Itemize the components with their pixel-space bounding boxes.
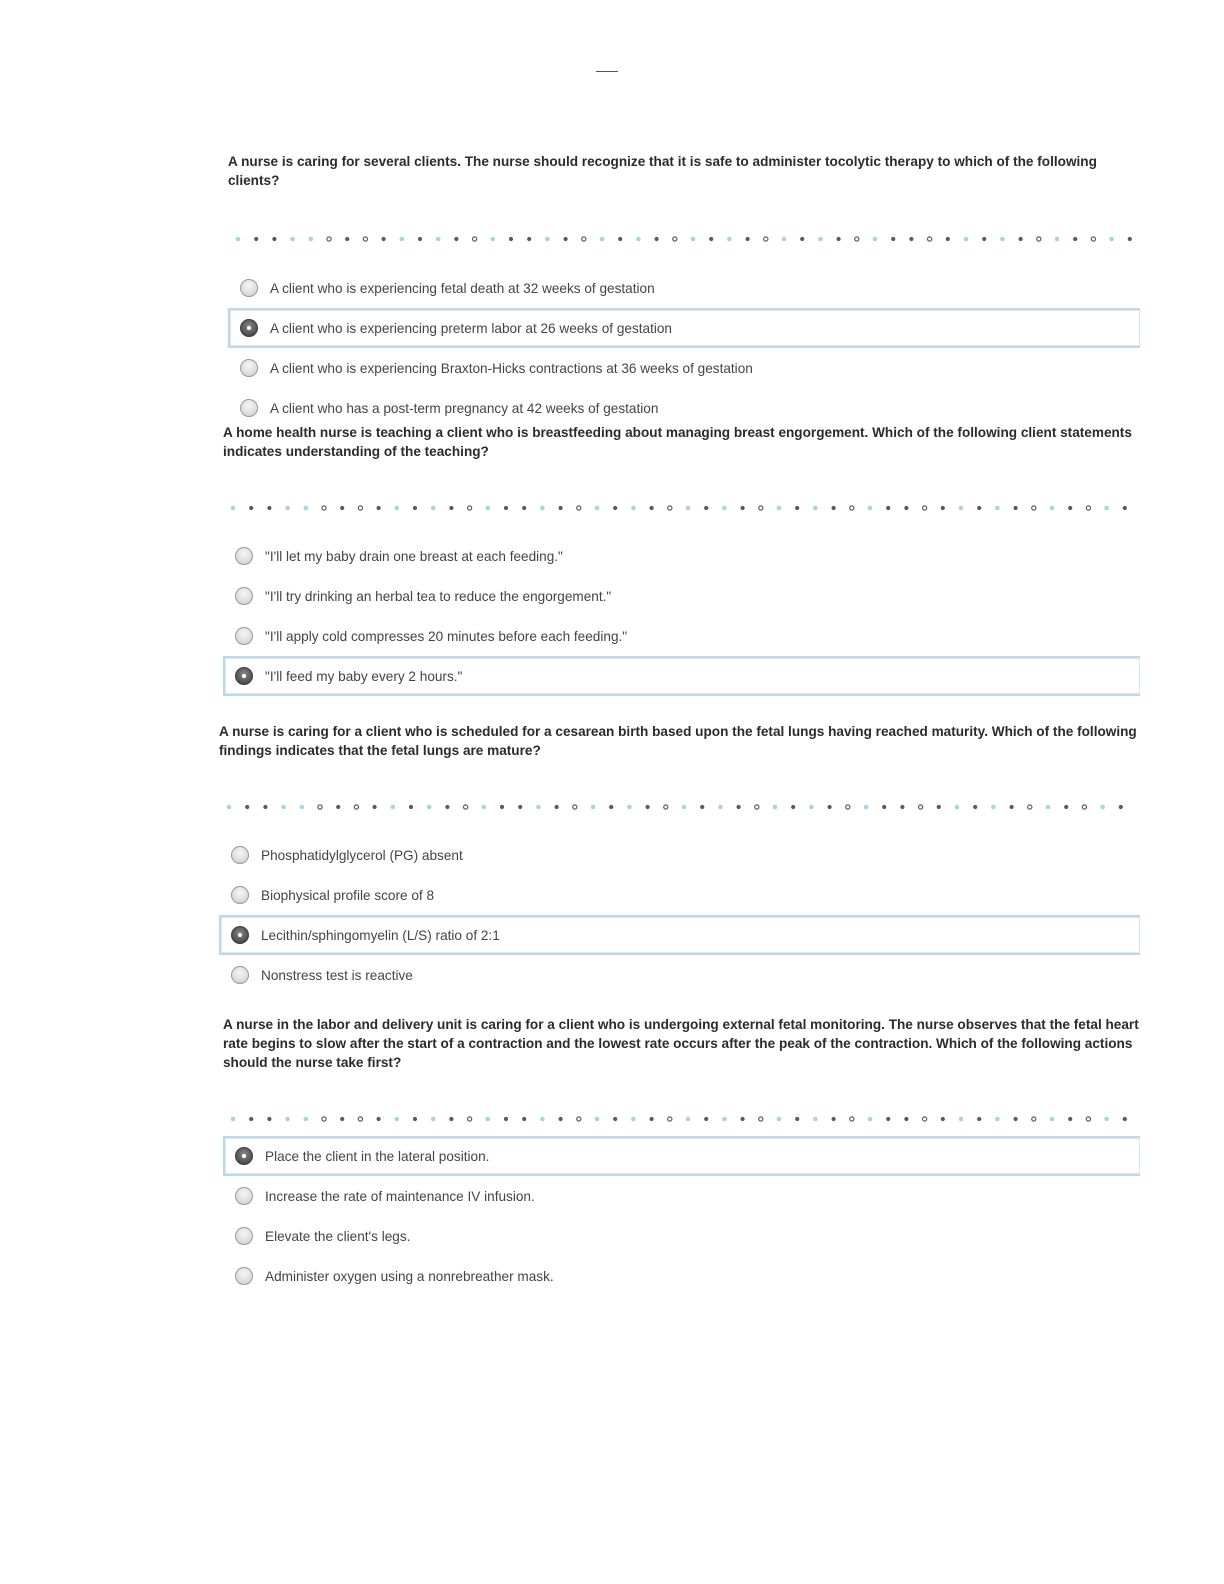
answer-option[interactable] xyxy=(228,388,1140,428)
question-1 xyxy=(228,152,1140,428)
divider-dot xyxy=(886,506,890,510)
divider-dot xyxy=(1010,805,1014,809)
divider-dot xyxy=(491,237,496,242)
answer-options xyxy=(219,835,1140,995)
divider-dot xyxy=(309,237,314,242)
option-label: Place the client in the lateral position. xyxy=(265,1148,490,1164)
divider-dot xyxy=(249,1117,253,1121)
divider-dot xyxy=(1019,237,1023,241)
option-label: "I'll feed my baby every 2 hours." xyxy=(265,668,463,684)
divider-dot xyxy=(400,237,405,242)
divider-dot xyxy=(600,237,605,242)
divider-dot xyxy=(318,805,322,809)
answer-option[interactable] xyxy=(223,1216,1140,1256)
answer-options xyxy=(228,268,1140,428)
divider-dot xyxy=(382,237,386,241)
divider-dot xyxy=(559,506,563,510)
answer-option[interactable] xyxy=(223,656,1140,696)
divider-dot xyxy=(1082,805,1086,809)
divider-dot xyxy=(354,805,358,809)
radio-button[interactable] xyxy=(240,319,258,337)
divider-dot xyxy=(468,1117,472,1121)
divider-dot xyxy=(613,1117,617,1121)
divider-dot xyxy=(395,1117,400,1122)
divider-dot xyxy=(795,1117,799,1121)
answer-option[interactable] xyxy=(219,915,1140,955)
divider-dot xyxy=(1086,506,1090,510)
answer-option[interactable] xyxy=(223,1256,1140,1296)
divider-dot xyxy=(285,1117,290,1122)
divider-dot xyxy=(445,805,449,809)
divider-dot xyxy=(595,1117,600,1122)
divider-dot xyxy=(300,805,305,810)
answer-options xyxy=(223,1136,1140,1296)
divider-dot xyxy=(1123,1117,1127,1121)
divider-dot xyxy=(522,1117,526,1121)
divider-dot xyxy=(959,1117,964,1122)
divider-dot xyxy=(764,237,768,241)
divider-dot xyxy=(631,506,636,511)
divider-dot xyxy=(1050,506,1055,511)
divider-dot xyxy=(363,237,367,241)
divider-dot xyxy=(1068,1117,1072,1121)
divider-dot xyxy=(937,805,941,809)
divider-dot xyxy=(873,237,878,242)
divider-dot xyxy=(358,1117,362,1121)
divider-dot xyxy=(431,1117,436,1122)
divider-dot xyxy=(700,805,704,809)
divider-dot xyxy=(1055,237,1060,242)
radio-button[interactable] xyxy=(231,886,249,904)
question-text: A nurse is caring for a client who is scheduled for a cesarean birth based upon the fetal lungs having reached maturity. Which of the following findings indicates that the fetal lungs are mature? xyxy=(219,724,1137,758)
dot-row xyxy=(223,1114,1140,1124)
divider-dot xyxy=(1064,805,1068,809)
divider-dot xyxy=(427,805,432,810)
divider-dot xyxy=(977,506,981,510)
divider-dot xyxy=(755,805,759,809)
divider-dot xyxy=(509,237,513,241)
divider-dot xyxy=(377,506,381,510)
divider-dot xyxy=(449,506,453,510)
divider-dot xyxy=(1046,805,1051,810)
option-label: "I'll let my baby drain one breast at each feeding." xyxy=(265,548,563,564)
divider-dot xyxy=(377,1117,381,1121)
divider-dot xyxy=(650,506,654,510)
divider-dot xyxy=(800,237,804,241)
divider-dot xyxy=(673,237,677,241)
question-text: A nurse in the labor and delivery unit is caring for a client who is undergoing external fetal monitoring. The nurse observes that the fetal heart rate begins to slow after the start of a contraction and the lowest rate occurs after the peak of the contraction. Which of the following actions should the nurse take first? xyxy=(223,1017,1139,1070)
option-label: A client who has a post-term pregnancy at 42 weeks of gestation xyxy=(270,400,659,416)
question-text: A home health nurse is teaching a client who is breastfeeding about managing breast engorgement. Which of the following client statements indicates understanding of the teaching? xyxy=(223,425,1132,459)
divider-dot xyxy=(559,1117,563,1121)
divider-dot xyxy=(236,237,241,242)
divider-dot xyxy=(722,1117,727,1122)
divider-dot xyxy=(973,805,977,809)
question-text: A nurse is caring for several clients. The nurse should recognize that it is safe to administer tocolytic therapy to which of the following clients? xyxy=(228,154,1097,188)
option-label: Nonstress test is reactive xyxy=(261,967,413,983)
divider-dot xyxy=(891,237,895,241)
divider-dot xyxy=(941,1117,945,1121)
divider-dot xyxy=(272,237,276,241)
divider-dot xyxy=(304,1117,309,1122)
option-label: Lecithin/sphingomyelin (L/S) ratio of 2:1 xyxy=(261,927,500,943)
divider-dot xyxy=(928,237,932,241)
divider-dot xyxy=(1037,237,1041,241)
divider-dot xyxy=(655,237,659,241)
divider-dot xyxy=(868,506,873,511)
divider-dot xyxy=(686,1117,691,1122)
divider-dot xyxy=(882,805,886,809)
radio-button[interactable] xyxy=(235,1147,253,1165)
option-label: Phosphatidylglycerol (PG) absent xyxy=(261,847,463,863)
divider-dot xyxy=(482,805,487,810)
divider-dot xyxy=(336,805,340,809)
divider-dot xyxy=(1109,237,1114,242)
divider-dot xyxy=(449,1117,453,1121)
divider-dot xyxy=(609,805,613,809)
option-label: "I'll apply cold compresses 20 minutes before each feeding." xyxy=(265,628,628,644)
dot-row xyxy=(223,503,1140,513)
divider-dot xyxy=(704,506,708,510)
divider-dot xyxy=(231,1117,236,1122)
divider-dot xyxy=(267,1117,271,1121)
divider-dot xyxy=(791,805,795,809)
divider-dot xyxy=(540,506,545,511)
divider-dot xyxy=(518,805,522,809)
divider-dot xyxy=(904,506,908,510)
divider-dot xyxy=(691,237,696,242)
divider-dot xyxy=(982,237,986,241)
answer-option[interactable] xyxy=(223,576,1140,616)
divider-dot xyxy=(900,805,904,809)
divider-dot xyxy=(1032,1117,1036,1121)
divider-dot xyxy=(759,506,763,510)
divider-dot xyxy=(741,506,745,510)
divider-dot xyxy=(941,506,945,510)
divider-dot xyxy=(322,1117,326,1121)
answer-option[interactable] xyxy=(219,955,1140,995)
divider-dot xyxy=(809,805,814,810)
divider-dot xyxy=(855,237,859,241)
divider-dot xyxy=(1119,805,1123,809)
divider-dot xyxy=(850,506,854,510)
divider-dot xyxy=(886,1117,890,1121)
divider-dot xyxy=(391,805,396,810)
divider-dot xyxy=(1104,1117,1109,1122)
divider-dot xyxy=(522,506,526,510)
divider-dot xyxy=(1050,1117,1055,1122)
option-label: "I'll try drinking an herbal tea to reduce the engorgement." xyxy=(265,588,612,604)
radio-button[interactable] xyxy=(231,846,249,864)
answer-option[interactable] xyxy=(223,536,1140,576)
divider-dot xyxy=(340,1117,344,1121)
radio-button[interactable] xyxy=(235,1267,253,1285)
divider-dot xyxy=(464,805,468,809)
divider-dot xyxy=(1028,805,1032,809)
divider-dot xyxy=(245,805,249,809)
radio-button[interactable] xyxy=(240,279,258,297)
divider-dot xyxy=(231,506,236,511)
divider-dot xyxy=(500,805,504,809)
answer-option[interactable] xyxy=(228,308,1140,348)
question-2 xyxy=(223,423,1140,696)
divider-dot xyxy=(573,805,577,809)
divider-dot xyxy=(1032,506,1036,510)
divider-dot xyxy=(358,506,362,510)
divider-dot xyxy=(668,1117,672,1121)
divider-dot xyxy=(254,237,258,241)
divider-dot xyxy=(436,237,441,242)
question-3 xyxy=(219,722,1140,995)
divider-dot xyxy=(504,1117,508,1121)
divider-dot xyxy=(682,805,687,810)
radio-button[interactable] xyxy=(240,359,258,377)
divider-dot xyxy=(977,1117,981,1121)
divider-dot xyxy=(959,506,964,511)
divider-dot xyxy=(664,805,668,809)
option-label: A client who is experiencing Braxton-Hicks contractions at 36 weeks of gestation xyxy=(270,360,753,376)
dot-row xyxy=(228,234,1140,244)
dot-row xyxy=(219,802,1140,812)
divider-dot xyxy=(837,237,841,241)
divider-dot xyxy=(1128,237,1132,241)
option-label: A client who is experiencing preterm labor at 26 weeks of gestation xyxy=(270,320,672,336)
radio-button[interactable] xyxy=(235,1187,253,1205)
divider-dot xyxy=(1014,506,1018,510)
answer-option[interactable] xyxy=(223,616,1140,656)
divider-dot xyxy=(285,506,290,511)
answer-option[interactable] xyxy=(219,875,1140,915)
divider-dot xyxy=(595,506,600,511)
divider-dot xyxy=(818,237,823,242)
divider-dot xyxy=(919,805,923,809)
divider-dot xyxy=(955,805,960,810)
radio-button[interactable] xyxy=(231,926,249,944)
divider-dot xyxy=(564,237,568,241)
divider-dot xyxy=(1123,506,1127,510)
divider-dot xyxy=(746,237,750,241)
divider-dot xyxy=(813,506,818,511)
divider-dot xyxy=(290,237,295,242)
divider-dot xyxy=(536,805,541,810)
divider-dot xyxy=(777,1117,782,1122)
dot-divider xyxy=(219,802,1140,812)
option-label: A client who is experiencing fetal death at 32 weeks of gestation xyxy=(270,280,655,296)
divider-dot xyxy=(1100,805,1105,810)
divider-dot xyxy=(1091,237,1095,241)
divider-dot xyxy=(777,506,782,511)
divider-dot xyxy=(904,1117,908,1121)
divider-dot xyxy=(227,805,232,810)
divider-dot xyxy=(345,237,349,241)
divider-dot xyxy=(828,805,832,809)
divider-dot xyxy=(504,506,508,510)
divider-dot xyxy=(782,237,787,242)
divider-dot xyxy=(813,1117,818,1122)
divider-dot xyxy=(668,506,672,510)
divider-dot xyxy=(846,805,850,809)
radio-button[interactable] xyxy=(235,587,253,605)
radio-button[interactable] xyxy=(235,1227,253,1245)
divider-dot xyxy=(909,237,913,241)
option-label: Biophysical profile score of 8 xyxy=(261,887,435,903)
divider-dot xyxy=(709,237,713,241)
option-label: Administer oxygen using a nonrebreather mask. xyxy=(265,1268,554,1284)
divider-dot xyxy=(718,805,723,810)
answer-option[interactable] xyxy=(223,1176,1140,1216)
divider-dot xyxy=(577,1117,581,1121)
divider-dot xyxy=(486,1117,491,1122)
divider-dot xyxy=(773,805,778,810)
divider-dot xyxy=(431,506,436,511)
divider-dot xyxy=(413,1117,417,1121)
divider-dot xyxy=(646,805,650,809)
divider-dot xyxy=(686,506,691,511)
divider-dot xyxy=(1073,237,1077,241)
divider-dot xyxy=(545,237,550,242)
dot-divider xyxy=(223,1114,1140,1124)
divider-dot xyxy=(964,237,969,242)
radio-button[interactable] xyxy=(231,966,249,984)
divider-dot xyxy=(832,1117,836,1121)
divider-dot xyxy=(1014,1117,1018,1121)
divider-dot xyxy=(613,506,617,510)
divider-dot xyxy=(704,1117,708,1121)
divider-dot xyxy=(418,237,422,241)
divider-dot xyxy=(832,506,836,510)
divider-dot xyxy=(373,805,377,809)
divider-dot xyxy=(395,506,400,511)
radio-button[interactable] xyxy=(240,399,258,417)
divider-dot xyxy=(923,1117,927,1121)
divider-dot xyxy=(1104,506,1109,511)
divider-dot xyxy=(1000,237,1005,242)
option-label: Increase the rate of maintenance IV infusion. xyxy=(265,1188,535,1204)
answer-option[interactable] xyxy=(228,268,1140,308)
answer-option[interactable] xyxy=(228,348,1140,388)
divider-dot xyxy=(995,506,1000,511)
radio-button[interactable] xyxy=(235,547,253,565)
divider-dot xyxy=(473,237,477,241)
divider-dot xyxy=(991,805,996,810)
divider-dot xyxy=(1068,506,1072,510)
radio-button[interactable] xyxy=(235,667,253,685)
header-mark xyxy=(596,66,618,72)
dot-divider xyxy=(228,234,1140,244)
divider-dot xyxy=(722,506,727,511)
divider-dot xyxy=(281,805,286,810)
divider-dot xyxy=(409,805,413,809)
divider-dot xyxy=(591,805,596,810)
answer-options xyxy=(223,536,1140,696)
divider-dot xyxy=(923,506,927,510)
radio-button[interactable] xyxy=(235,627,253,645)
divider-dot xyxy=(413,506,417,510)
divider-dot xyxy=(636,237,641,242)
divider-dot xyxy=(540,1117,545,1122)
divider-dot xyxy=(864,805,869,810)
divider-dot xyxy=(795,506,799,510)
divider-dot xyxy=(727,237,732,242)
divider-dot xyxy=(527,237,531,241)
dot-divider xyxy=(223,503,1140,513)
divider-dot xyxy=(267,506,271,510)
divider-dot xyxy=(322,506,326,510)
divider-dot xyxy=(850,1117,854,1121)
option-label: Elevate the client's legs. xyxy=(265,1228,411,1244)
divider-dot xyxy=(249,506,253,510)
divider-dot xyxy=(868,1117,873,1122)
divider-dot xyxy=(759,1117,763,1121)
divider-dot xyxy=(946,237,950,241)
divider-dot xyxy=(618,237,622,241)
divider-dot xyxy=(340,506,344,510)
answer-option[interactable] xyxy=(219,835,1140,875)
divider-dot xyxy=(1086,1117,1090,1121)
divider-dot xyxy=(631,1117,636,1122)
divider-dot xyxy=(627,805,632,810)
divider-dot xyxy=(582,237,586,241)
divider-dot xyxy=(555,805,559,809)
divider-dot xyxy=(995,1117,1000,1122)
divider-dot xyxy=(486,506,491,511)
divider-dot xyxy=(737,805,741,809)
divider-dot xyxy=(304,506,309,511)
divider-dot xyxy=(577,506,581,510)
divider-dot xyxy=(327,237,331,241)
divider-dot xyxy=(650,1117,654,1121)
answer-option[interactable] xyxy=(223,1136,1140,1176)
question-4 xyxy=(223,1015,1140,1296)
divider-dot xyxy=(468,506,472,510)
divider-dot xyxy=(263,805,267,809)
divider-dot xyxy=(741,1117,745,1121)
divider-dot xyxy=(454,237,458,241)
